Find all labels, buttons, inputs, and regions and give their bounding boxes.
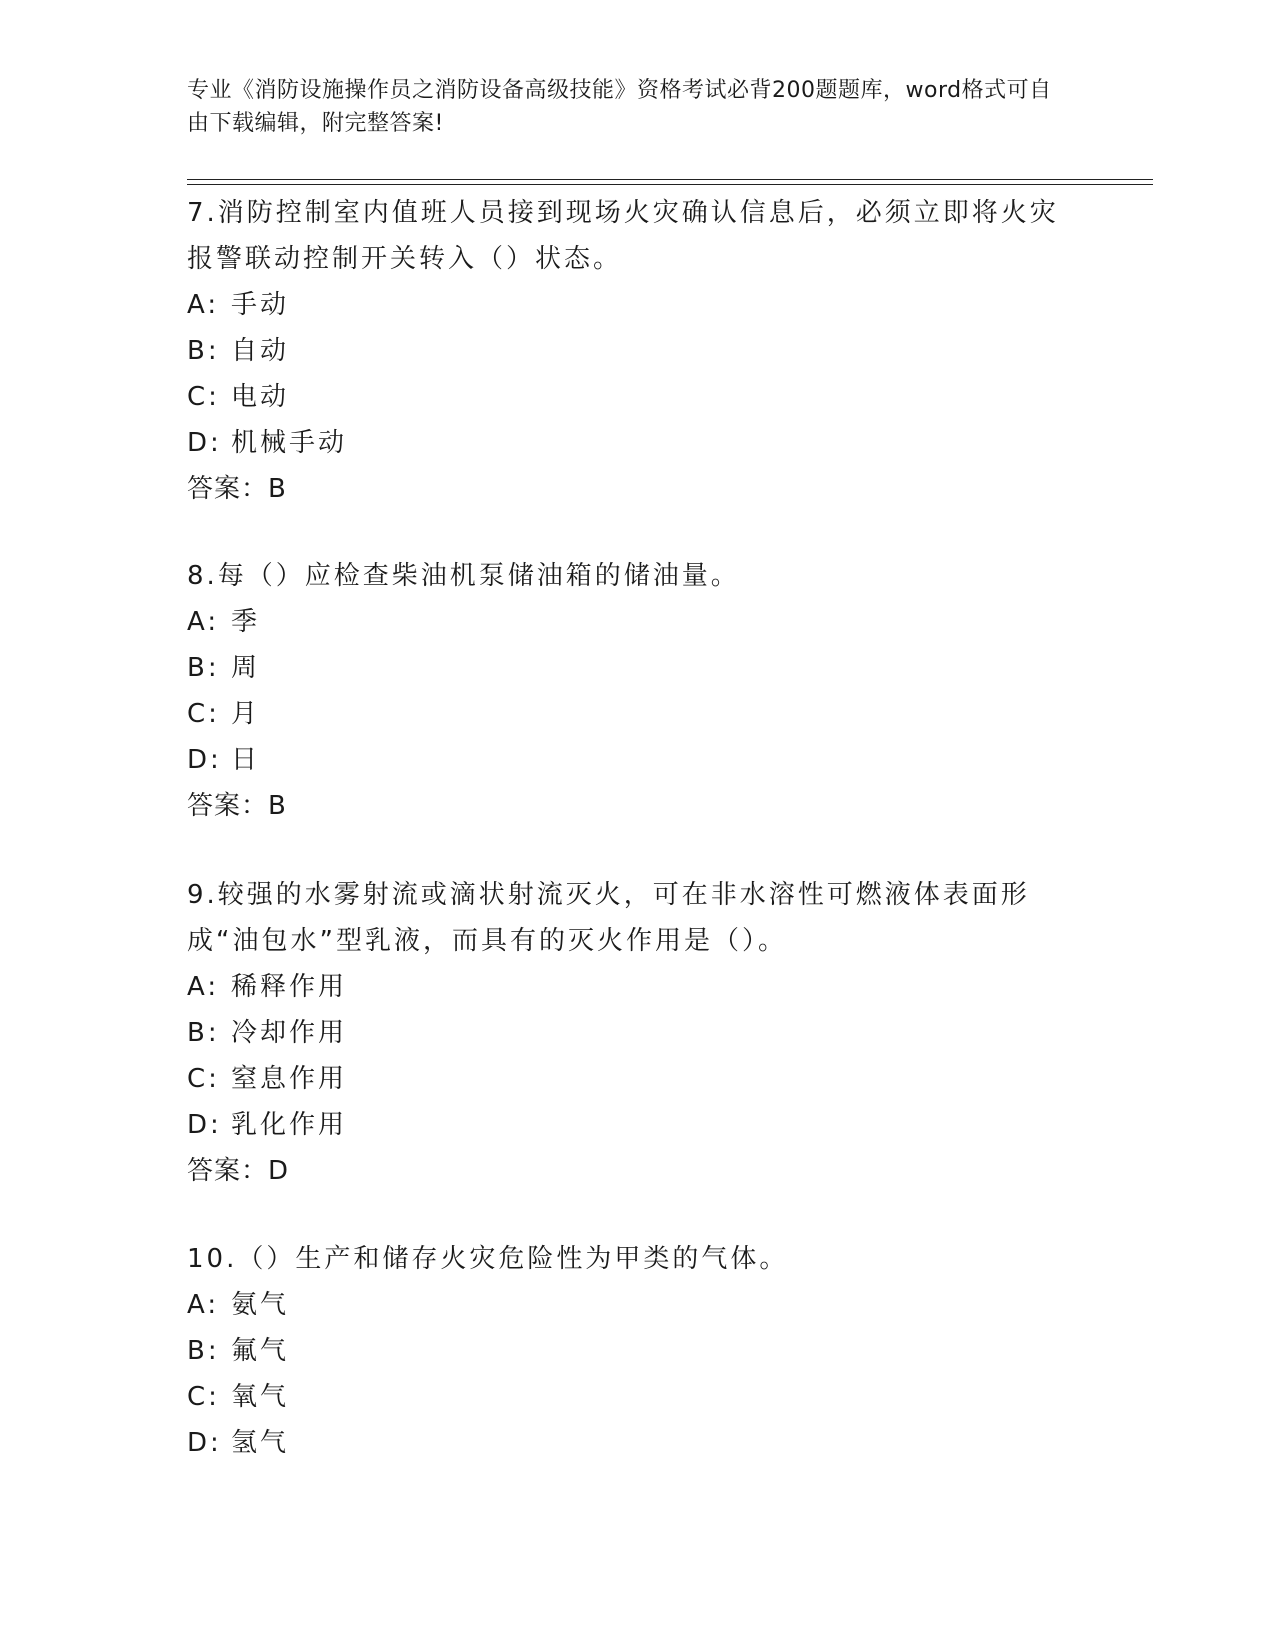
option-text: 氨气 [231,1290,290,1320]
option-key: B: [187,653,220,683]
option-b [187,645,1067,691]
option-text: 氟气 [231,1336,290,1366]
option-text: 月 [231,699,261,729]
question-stem: 8.每（）应检查柴油机泵储油箱的储油量。 [187,561,740,591]
option-text: 稀释作用 [231,972,348,1002]
option-a [187,1282,1067,1328]
question-10 [187,1236,1067,1466]
answer-line: 答案：B [187,474,287,504]
answer-line: 答案：B [187,791,287,821]
question-9 [187,872,1067,1194]
option-text: 自动 [231,336,290,366]
option-c [187,1374,1067,1420]
question-stem: 10.（）生产和储存火灾危险性为甲类的气体。 [187,1244,789,1274]
option-b [187,328,1067,374]
header-divider-top [187,179,1153,180]
option-d [187,420,1067,466]
question-7 [187,190,1067,512]
option-b [187,1328,1067,1374]
option-key: D: [187,1110,222,1140]
option-text: 周 [231,653,261,683]
option-text: 手动 [231,290,290,320]
question-stem: 7.消防控制室内值班人员接到现场火灾确认信息后，必须立即将火灾报警联动控制开关转入（）状态。 [187,198,1059,274]
option-text: 日 [231,745,261,775]
option-a [187,964,1067,1010]
option-key: C: [187,699,220,729]
option-text: 窒息作用 [231,1064,348,1094]
option-key: B: [187,336,220,366]
option-key: D: [187,428,222,458]
option-text: 机械手动 [231,428,348,458]
option-key: A: [187,1290,220,1320]
header-divider-bottom [187,184,1153,185]
option-text: 冷却作用 [231,1018,348,1048]
option-key: D: [187,745,222,775]
option-a [187,282,1067,328]
option-a [187,599,1067,645]
question-stem: 9.较强的水雾射流或滴状射流灭火，可在非水溶性可燃液体表面形成“油包水”型乳液，而具有的灭火作用是（）。 [187,880,1030,956]
question-8 [187,553,1067,829]
option-text: 电动 [231,382,290,412]
option-b [187,1010,1067,1056]
option-key: B: [187,1336,220,1366]
option-d [187,1102,1067,1148]
option-text: 季 [231,607,261,637]
answer-line: 答案：D [187,1156,290,1186]
option-key: A: [187,290,220,320]
option-key: C: [187,1382,220,1412]
option-c [187,1056,1067,1102]
document-header: 专业《消防设施操作员之消防设备高级技能》资格考试必背200题题库，word格式可自由下载编辑，附完整答案! [187,78,1052,136]
option-c [187,374,1067,420]
option-d [187,737,1067,783]
option-key: A: [187,972,220,1002]
option-key: A: [187,607,220,637]
option-text: 氢气 [231,1428,290,1458]
option-key: B: [187,1018,220,1048]
option-d [187,1420,1067,1466]
option-c [187,691,1067,737]
option-text: 乳化作用 [231,1110,348,1140]
option-key: C: [187,1064,220,1094]
option-text: 氧气 [231,1382,290,1412]
option-key: C: [187,382,220,412]
option-key: D: [187,1428,222,1458]
